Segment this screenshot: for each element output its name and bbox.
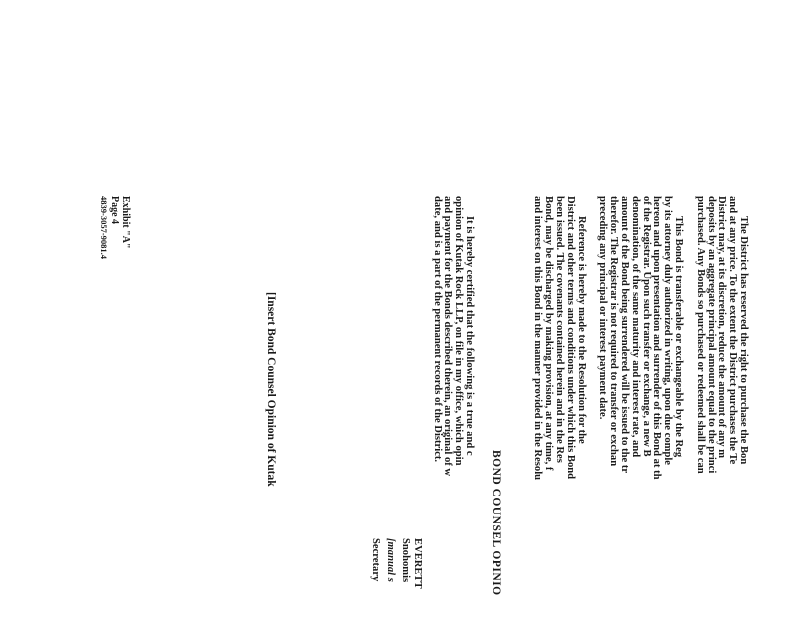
exhibit-label: Exhibit "A"	[120, 196, 131, 249]
reference-paragraph	[532, 196, 586, 618]
text-line: This Bond is transferable or exchangeable by the Reg	[673, 216, 685, 458]
text-line: by its attorney duly authorized in writing, upon due comple	[662, 196, 674, 465]
text-line: The District has reserved the right to purchase the Bon	[738, 216, 749, 465]
signature-district: Snohomis	[400, 538, 411, 583]
text-line: District may, at its discretion, reduce the amount of any m	[716, 196, 728, 459]
page-number: Page 4	[109, 196, 121, 225]
transfer-paragraph	[597, 196, 683, 618]
text-line: Reference is hereby made to the Resolution for the	[575, 216, 587, 444]
text-line: preceding any principal or interest payment date.	[597, 196, 609, 420]
text-line: been issued. The covenants contained herein and in the Res	[554, 196, 566, 463]
text-line: It is hereby certified that the following is a true and c	[464, 216, 475, 456]
text-line: date, and is a part of the permanent records of the District.	[431, 196, 443, 463]
signature-name: EVERETT	[412, 538, 423, 589]
signature-title: Secretary	[370, 538, 381, 582]
text-line: purchased. Any Bonds so purchased or redeemed shall be can	[694, 196, 706, 474]
text-line: and interest on this Bond in the manner provided in the Resolu	[532, 196, 544, 481]
text-line: hereon and upon presentation and surrender of this Bond at th	[651, 196, 663, 480]
insert-opinion-note: [Insert Bond Counsel Opinion of Kutak	[265, 292, 277, 487]
bond-counsel-opinion-heading: BOND COUNSEL OPINIO	[490, 450, 502, 596]
purchase-paragraph	[694, 196, 748, 618]
certificate-paragraph	[431, 196, 474, 476]
text-line: Bond, may be discharged by making provision, at any time, f	[543, 196, 555, 471]
text-line: and at any price. To the extent the District purchases the Te	[727, 196, 739, 465]
footer	[99, 196, 131, 259]
text-line: deposits by an aggregate principal amount equal to the princi	[705, 196, 717, 474]
document-id: 4839-3057-9081.4	[99, 196, 109, 260]
text-line: District and other terms and conditions under which this Bond	[564, 196, 576, 480]
text-line: and payment for the Bonds described therein, an original of w	[442, 196, 454, 477]
text-line: opinion of Kutak Rock LLP, on file in my office, which opin	[453, 196, 465, 466]
signature-manual: [manual s	[385, 538, 396, 582]
rotated-content	[99, 196, 749, 618]
text-line: amount of the Bond being surrendered will be issued to the tr	[619, 196, 631, 474]
text-line: denomination, of the same maturity and interest rate, and	[629, 196, 641, 458]
text-line: therefor. The Registrar is not required to transfer or exchan	[608, 196, 620, 467]
text-line: of the Registrar. Upon such transfer or exchange, a new B	[640, 196, 652, 457]
